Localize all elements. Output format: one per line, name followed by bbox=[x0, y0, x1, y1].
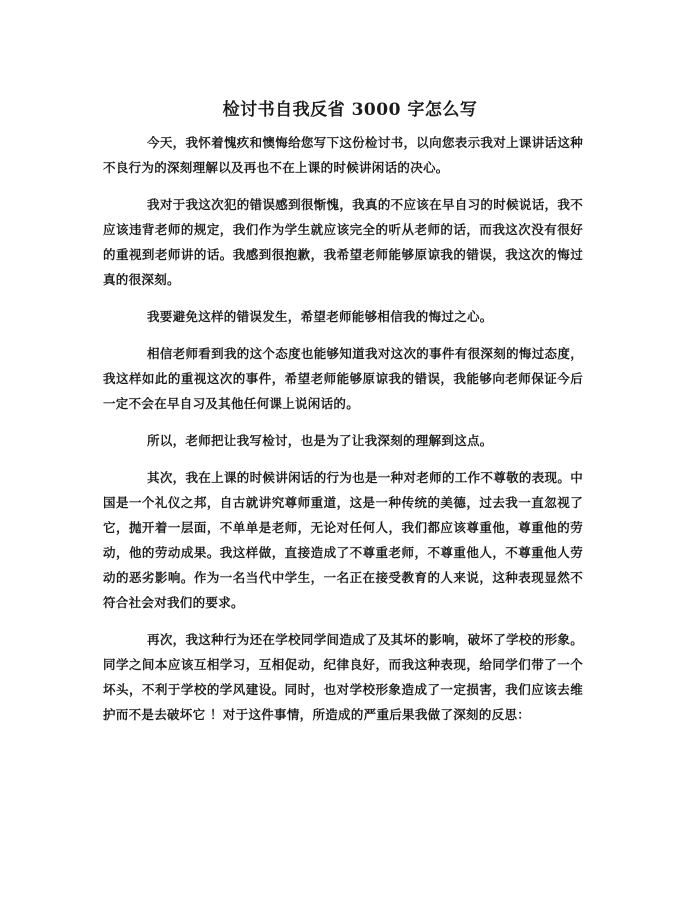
document-body bbox=[103, 130, 583, 739]
paragraph-1: 今天，我怀着愧疚和懊悔给您写下这份检讨书，以向您表示我对上课讲话这种不良行为的深刻理解以及再也不在上课的时候讲闲话的决心。 bbox=[103, 135, 583, 175]
paragraph-3: 我要避免这样的错误发生，希望老师能够相信我的悔过之心。 bbox=[147, 309, 493, 324]
document-title: 检讨书自我反省 3000 字怎么写 bbox=[222, 100, 478, 120]
paragraph-7: 再次，我这种行为还在学校同学间造成了及其坏的影响，破坏了学校的形象。同学之间本应该互相学习，互相促动，纪律良好，而我这种表现，给同学们带了一个坏头，不利于学校的学风建设。同时，也对学校形象造成了一定损害，我们应该去维护而不是去破坏它 ！对于这件事情，所造成的严重后果我做了深刻的反思： bbox=[103, 632, 583, 722]
paragraph-5: 所以，老师把让我写检讨，也是为了让我深刻的理解到这点。 bbox=[147, 433, 493, 448]
paragraph-2: 我对于我这次犯的错误感到很惭愧，我真的不应该在早自习的时候说话，我不应该违背老师的规定，我们作为学生就应该完全的听从老师的话，而我这次没有很好的重视到老师讲的话。我感到很抱歉，我希望老师能够原谅我的错误，我这次的悔过真的很深刻。 bbox=[103, 197, 583, 287]
paragraph-4: 相信老师看到我的这个态度也能够知道我对这次的事件有很深刻的悔过态度，我这样如此的重视这次的事件，希望老师能够原谅我的错误，我能够向老师保证今后一定不会在早自习及其他任何课上说闲话的。 bbox=[103, 346, 583, 411]
paragraph-6: 其次，我在上课的时候讲闲话的行为也是一种对老师的工作不尊敬的表现。中国是一个礼仪之邦，自古就讲究尊师重道，这是一种传统的美德，过去我一直忽视了它，抛开着一层面，不单单是老师，无论对任何人，我们都应该尊重他，尊重他的劳动，他的劳动成果。我这样做，直接造成了不尊重老师，不尊重他人，不尊重他人劳动的恶劣影响。作为一名当代中学生，一名正在接受教育的人来说，这种表现显然不符合社会对我们的要求。 bbox=[103, 470, 583, 610]
